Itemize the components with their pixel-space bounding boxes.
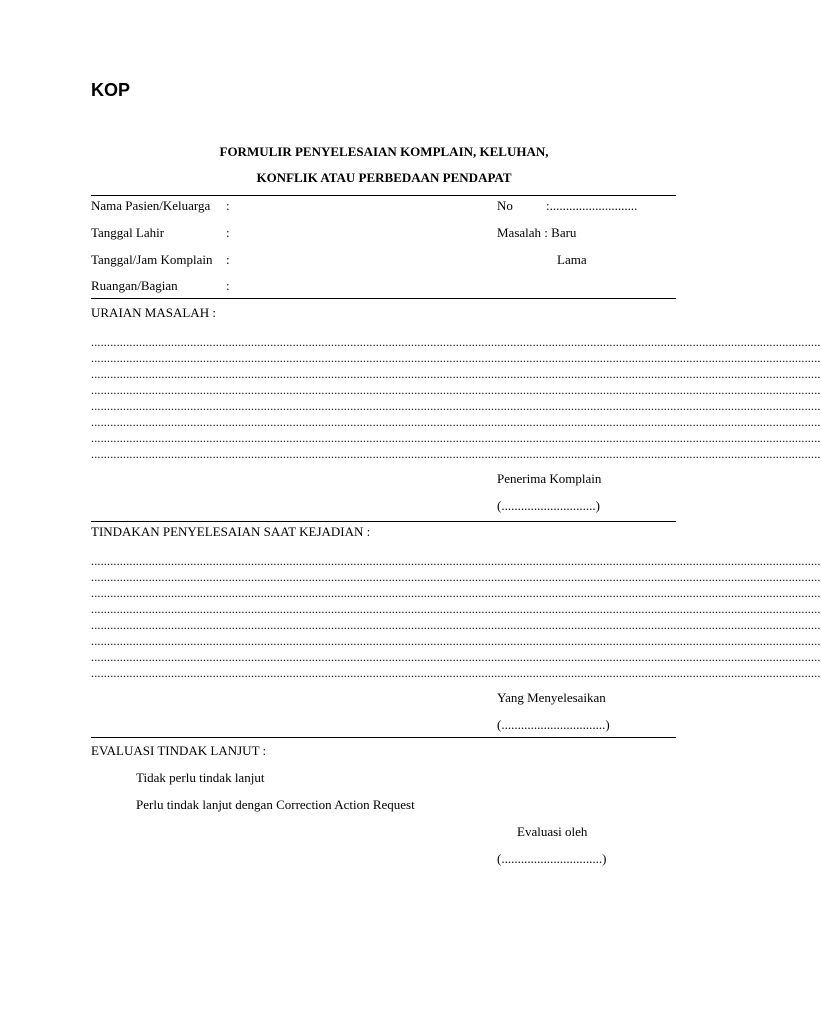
dotted-line: .................................................................................................................................................................................................................................... (91, 618, 821, 632)
no-follow-up-option: Tidak perlu tindak lanjut (136, 770, 265, 785)
dotted-line: .................................................................................................................................................................................................................................... (91, 447, 821, 461)
patient-name-colon: : (226, 198, 230, 213)
complaint-receiver-signature: (.............................) (497, 498, 600, 513)
dotted-line: .................................................................................................................................................................................................................................... (91, 431, 821, 445)
evaluation-heading: EVALUASI TINDAK LANJUT : (91, 743, 267, 758)
divider (91, 737, 676, 738)
dotted-line: .................................................................................................................................................................................................................................... (91, 586, 821, 600)
dotted-line: .................................................................................................................................................................................................................................... (91, 666, 821, 680)
action-taken-heading: TINDAKAN PENYELESAIAN SAAT KEJADIAN : (91, 524, 371, 539)
divider (91, 521, 676, 522)
dotted-line: .................................................................................................................................................................................................................................... (91, 399, 821, 413)
birth-date-label: Tanggal Lahir (91, 225, 165, 240)
resolver-signature: (................................) (497, 717, 610, 732)
complaint-time-label: Tanggal/Jam Komplain (91, 252, 213, 267)
birth-date-colon: : (226, 225, 230, 240)
dotted-line: .................................................................................................................................................................................................................................... (91, 650, 821, 664)
divider (91, 195, 676, 196)
problem-description-heading: URAIAN MASALAH : (91, 305, 216, 320)
problem-old-label: Lama (557, 252, 587, 267)
resolver-label: Yang Menyelesaikan (497, 690, 606, 705)
form-title-line-1: FORMULIR PENYELESAIAN KOMPLAIN, KELUHAN, (219, 144, 549, 159)
dotted-line: .................................................................................................................................................................................................................................... (91, 415, 821, 429)
dotted-line: .................................................................................................................................................................................................................................... (91, 554, 821, 568)
evaluator-signature: (...............................) (497, 851, 607, 866)
dotted-line: .................................................................................................................................................................................................................................... (91, 570, 821, 584)
form-number-label: No (497, 198, 513, 213)
dotted-line: .................................................................................................................................................................................................................................... (91, 367, 821, 381)
dotted-line: .................................................................................................................................................................................................................................... (91, 602, 821, 616)
room-colon: : (226, 278, 230, 293)
complaint-receiver-label: Penerima Komplain (497, 471, 602, 486)
evaluator-label: Evaluasi oleh (517, 824, 588, 839)
kop-header: KOP (91, 80, 131, 100)
patient-name-label: Nama Pasien/Keluarga (91, 198, 211, 213)
form-number-value: :........................... (546, 198, 638, 213)
divider (91, 298, 676, 299)
dotted-line: .................................................................................................................................................................................................................................... (91, 383, 821, 397)
dotted-line: .................................................................................................................................................................................................................................... (91, 351, 821, 365)
room-label: Ruangan/Bagian (91, 278, 178, 293)
complaint-time-colon: : (226, 252, 230, 267)
dotted-line: .................................................................................................................................................................................................................................... (91, 335, 821, 349)
form-title-line-2: KONFLIK ATAU PERBEDAAN PENDAPAT (256, 170, 512, 185)
follow-up-car-option: Perlu tindak lanjut dengan Correction Action Request (136, 797, 415, 812)
dotted-line: .................................................................................................................................................................................................................................... (91, 634, 821, 648)
problem-new-label: Masalah : Baru (497, 225, 577, 240)
